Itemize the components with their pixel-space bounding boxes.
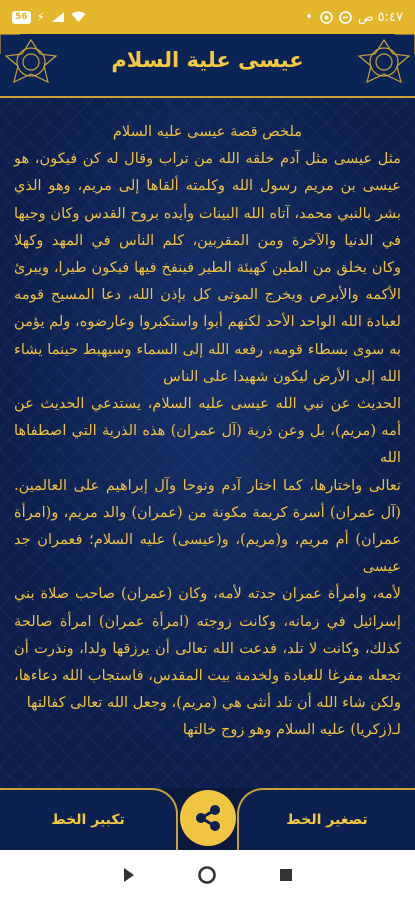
story-paragraph: لأمه، وامرأة عمران جدته لأمه، وكان (عمران) صاحب صلاة بني إسرائيل في زمانه، وكانت زوجته (امرأة عمران) امرأة صالحة كذلك، وكانت لا تلد، فدعت الله تعالى أن يرزقها ولدا، ونذرت أن تجعله مفرغا للعبادة ولخدمة بيت المقدس، فاستجاب الله دعاءها، ولكن شاء الله أن تلد أنثى هي (مريم)، وجعل الله تعالى كفالتها xyxy=(14,585,401,712)
notification-icon-2 xyxy=(339,11,352,24)
system-nav-bar xyxy=(0,850,415,900)
charging-icon: ⚡ xyxy=(36,10,45,24)
status-icons-left xyxy=(12,10,86,24)
story-heading: ملخص قصة عيسى عليه السلام xyxy=(112,123,303,140)
story-paragraph: الحديث عن نبي الله عيسى عليه السلام، يستدعي الحديث عن أمه (مريم)، بل وعن ذرية (آل عمران) هذه الذرية التي اصطفاها الله xyxy=(14,395,401,467)
corner-ornament-icon xyxy=(353,34,415,98)
back-button[interactable] xyxy=(109,855,149,895)
page-title: عيسى علية السلام xyxy=(111,48,304,72)
home-button[interactable] xyxy=(187,855,227,895)
home-icon xyxy=(197,865,217,885)
signal-icon xyxy=(51,11,65,23)
story-paragraph: لـ(زكريا) عليه السلام وهو زوج خالتها xyxy=(182,721,401,739)
story-text xyxy=(0,98,415,744)
more-notifications-icon: • xyxy=(305,9,314,25)
notification-icon xyxy=(320,11,333,24)
share-button[interactable] xyxy=(180,790,236,846)
battery-icon: 56 xyxy=(12,11,31,24)
enlarge-font-button[interactable]: تكبير الخط xyxy=(0,788,178,850)
corner-ornament-icon xyxy=(0,34,62,98)
app-header xyxy=(0,34,415,98)
status-bar xyxy=(0,0,415,34)
status-icons-right xyxy=(305,10,403,25)
story-scroll-area[interactable] xyxy=(0,98,415,788)
shrink-font-button[interactable]: تصغير الخط xyxy=(237,788,415,850)
recents-button[interactable] xyxy=(266,855,306,895)
story-paragraph: مثل عيسى مثل آدم خلقه الله من تراب وقال له كن فيكون، هو عيسى بن مريم رسول الله وكلمته ألقاها إلى مريم، وهو الذي بشر بالنبي محمد، آتاه الله البينات وأيده بروح القدس وكان وجيها في الدنيا والآخرة ومن المقربين، كلم الناس في المهد وكهلا وكان يخلق من الطين كهيئة الطير فينفخ فيها فيكون طيرا، ويبرئ الأكمه والأبرص ويخرج الموتى كل بإذن الله، دعا المسيح قومه لعبادة الله الواحد الأحد لكنهم أبوا واستكبروا وعارضوه، ولم يؤمن به سوى بسطاء قومه، رفعه الله إلى السماء وسيهبط حينما يشاء الله إلى الأرض ليكون شهيدا على الناس xyxy=(14,150,401,385)
recents-icon xyxy=(278,867,294,883)
status-time: ٥:٤٧ ص xyxy=(357,9,403,25)
back-icon xyxy=(122,867,136,883)
bottom-bar xyxy=(0,788,415,850)
wifi-icon xyxy=(71,11,86,23)
share-icon xyxy=(191,801,225,835)
story-paragraph: تعالى واختارها، كما اختار آدم ونوحا وآل إبراهيم على العالمين. (آل عمران) أسرة كريمة مكونة من (عمران) والد مريم، و(امرأة عمران) أم مريم، و(مريم)، و(عيسى) عليه السلام؛ فعمران جد عيسى xyxy=(14,476,401,576)
